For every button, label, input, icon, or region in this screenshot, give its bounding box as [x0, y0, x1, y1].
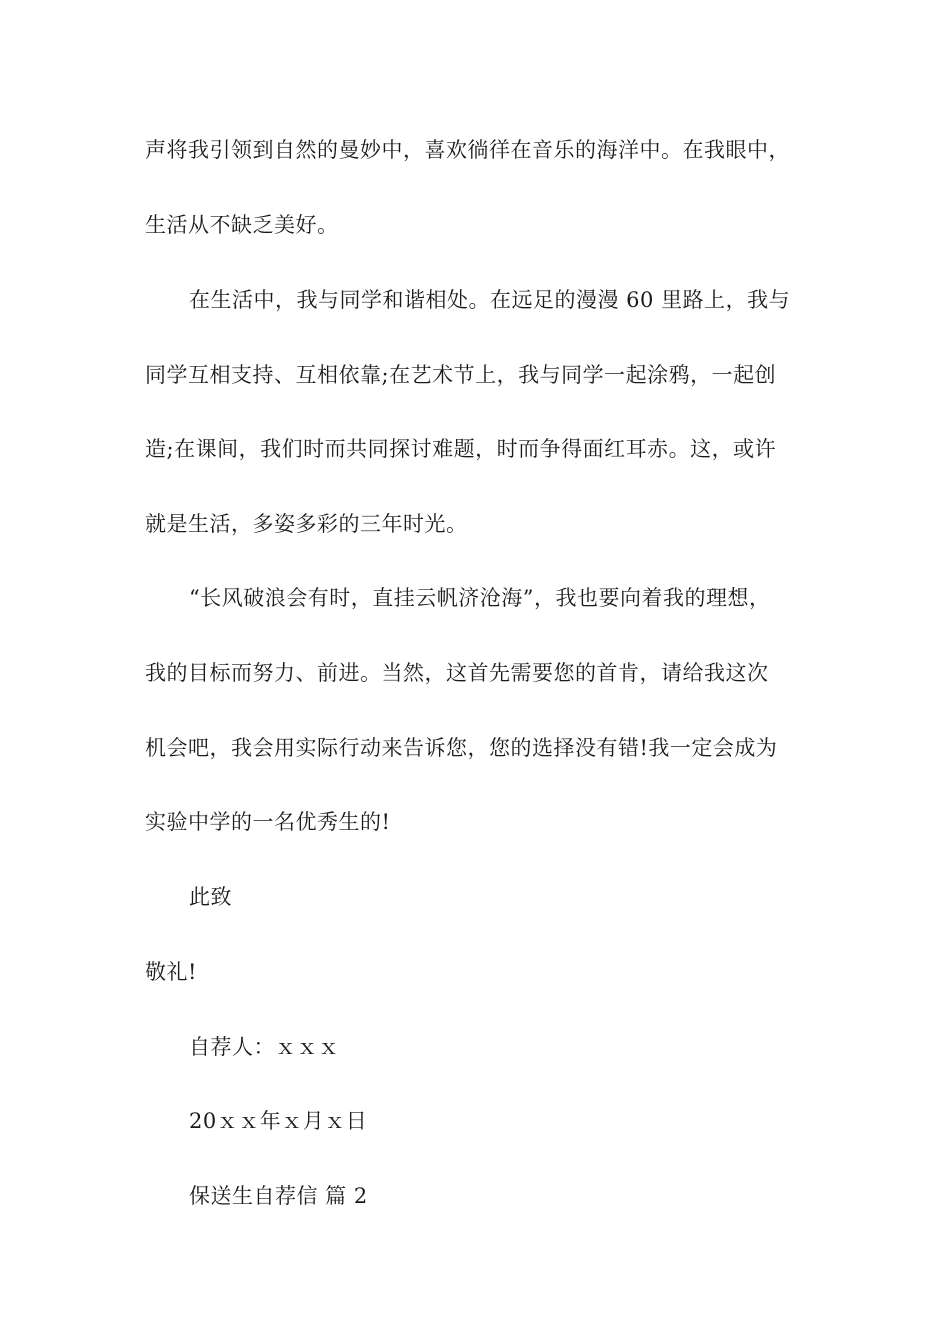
paragraph-line: 我的目标而努力、前进。当然，这首先需要您的首肯，请给我这次: [145, 661, 769, 685]
paragraph-line: 生活从不缺乏美好。: [145, 213, 339, 237]
section-heading: 保送生自荐信 篇 2: [189, 1184, 368, 1208]
paragraph-line: 实验中学的一名优秀生的!: [145, 810, 391, 834]
paragraph-line: “长风破浪会有时，直挂云帆济沧海”，我也要向着我的理想，: [189, 586, 771, 610]
closing-salutation: 此致: [189, 885, 232, 909]
paragraph-line: 机会吧，我会用实际行动来告诉您，您的选择没有错!我一定会成为: [145, 736, 778, 760]
paragraph-line: 造;在课间，我们时而共同探讨难题，时而争得面红耳赤。这，或许: [145, 437, 777, 461]
paragraph-line: 同学互相支持、互相依靠;在艺术节上，我与同学一起涂鸦，一起创: [145, 363, 777, 387]
paragraph-line: 声将我引领到自然的曼妙中，喜欢徜徉在音乐的海洋中。在我眼中，: [145, 138, 790, 162]
closing-regards: 敬礼!: [145, 960, 197, 984]
date-line: 20ｘｘ年ｘ月ｘ日: [189, 1109, 368, 1133]
paragraph-line: 就是生活，多姿多彩的三年时光。: [145, 512, 468, 536]
signature-line: 自荐人：ｘｘｘ: [189, 1035, 340, 1059]
paragraph-line: 在生活中，我与同学和谐相处。在远足的漫漫 60 里路上，我与: [189, 288, 791, 312]
